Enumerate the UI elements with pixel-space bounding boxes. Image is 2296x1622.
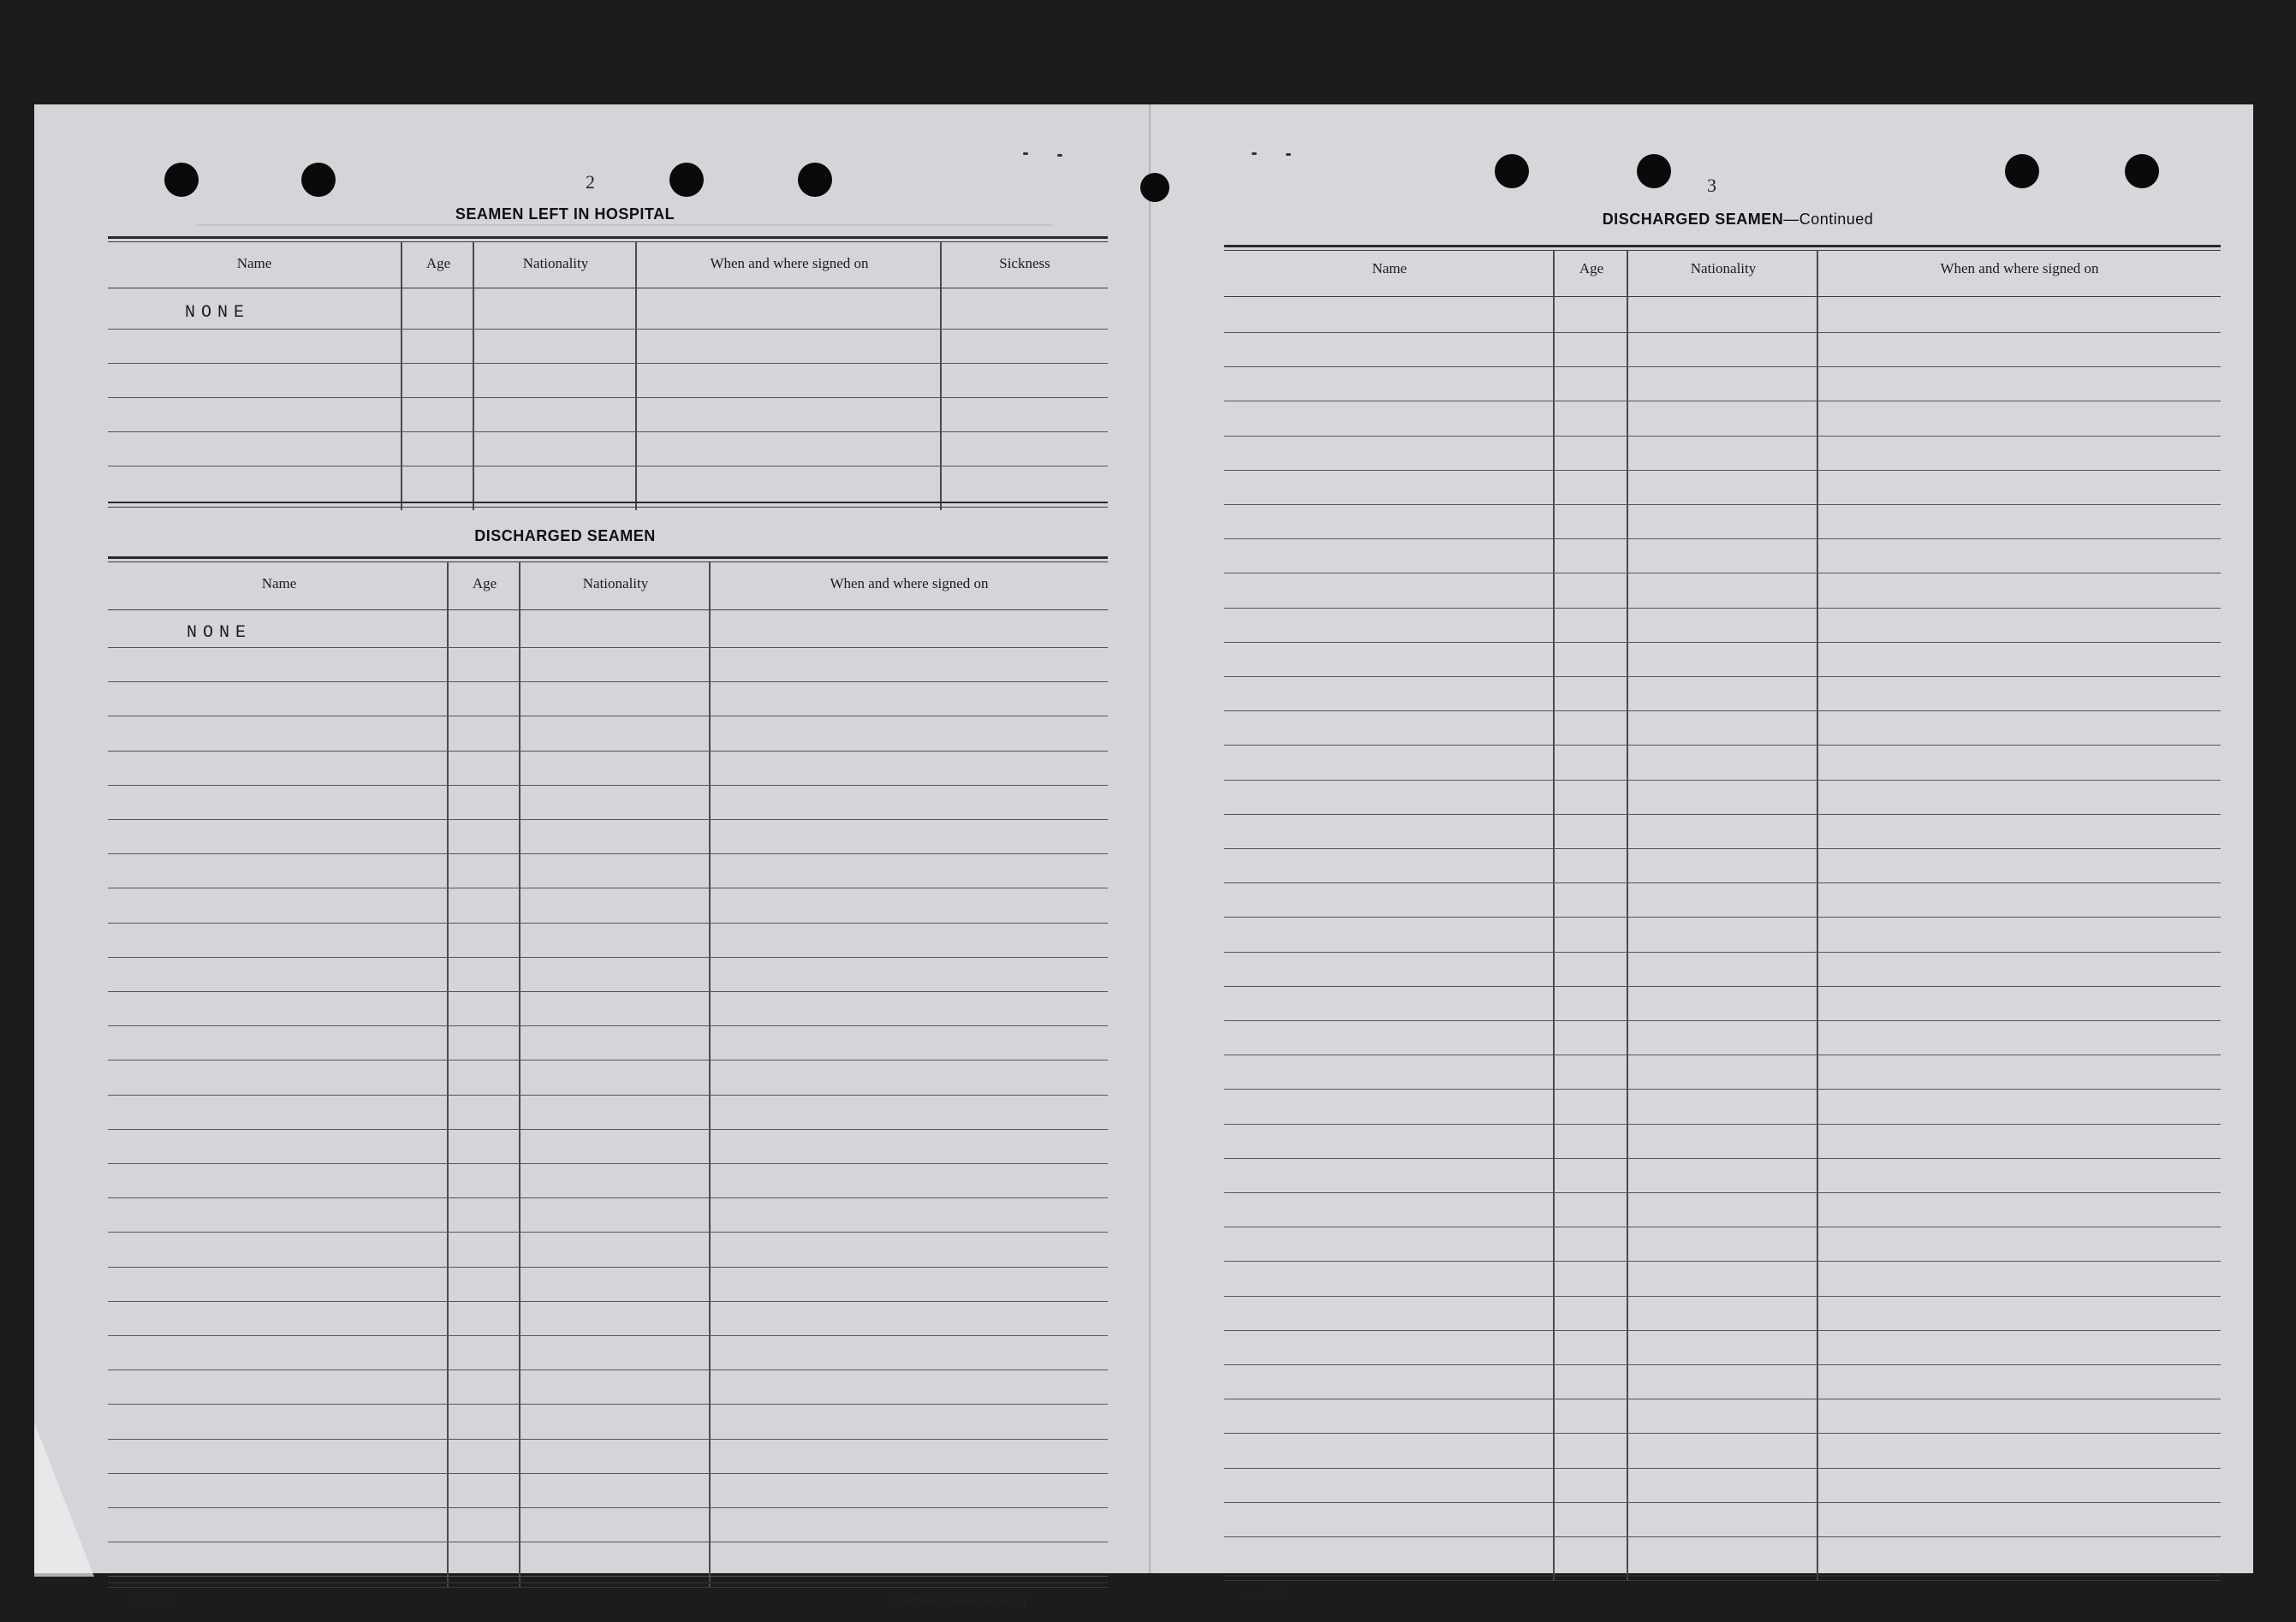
discharged-left-col-nationality: Nationality — [582, 575, 649, 591]
table-row-line — [108, 853, 1108, 854]
discharged-right-col-divider — [1817, 250, 1818, 1580]
punch-hole — [669, 163, 704, 197]
table-row-line — [108, 1576, 1108, 1577]
hospital-entry-name: NONE — [185, 303, 251, 323]
table-row-line — [108, 1335, 1108, 1336]
table-row-line — [108, 1095, 1108, 1096]
table-row-line — [1224, 1536, 2221, 1537]
discharged-right-col-signed-on: When and where signed on — [1940, 260, 2099, 276]
ink-speck — [1252, 152, 1257, 155]
table-row-line — [108, 957, 1108, 958]
hospital-col-divider — [635, 241, 637, 510]
hospital-col-age: Age — [425, 255, 451, 271]
hospital-top-rule — [108, 241, 1108, 242]
table-row-line — [1224, 1330, 2221, 1331]
table-row-line — [1224, 780, 2221, 781]
table-row-line — [1224, 986, 2221, 987]
hospital-col-sickness: Sickness — [999, 255, 1050, 271]
table-row-line — [1224, 882, 2221, 883]
discharged-top-rule-right — [1224, 250, 2221, 251]
table-row-line — [1224, 1124, 2221, 1125]
discharged-right-header-rule — [1224, 296, 2221, 297]
table-row-line — [1224, 676, 2221, 677]
table-row-line — [1224, 1261, 2221, 1262]
table-row-line — [1224, 952, 2221, 953]
table-row-line — [1224, 332, 2221, 333]
table-row-line — [108, 647, 1108, 648]
discharged-top-rule-left — [108, 561, 1108, 562]
torn-corner — [34, 1423, 94, 1577]
hospital-col-nationality: Nationality — [522, 255, 589, 271]
punch-hole — [798, 163, 832, 197]
ink-speck — [1023, 152, 1028, 155]
hospital-col-divider — [940, 241, 942, 510]
discharged-right-col-nationality: Nationality — [1690, 260, 1757, 276]
discharged-left-col-signed-on: When and where signed on — [830, 575, 989, 591]
hospital-col-divider — [401, 241, 402, 510]
punch-hole — [2005, 154, 2039, 188]
hospital-col-divider — [473, 241, 474, 510]
table-row-line — [1224, 470, 2221, 471]
form-number-left: 16—17387 — [128, 1597, 175, 1607]
table-row-line — [1224, 1296, 2221, 1297]
discharged-top-rule-right — [1224, 245, 2221, 247]
continued-note: [CONTINUED ON NEXT PAGE] — [890, 1597, 1026, 1607]
table-row-line — [108, 785, 1108, 786]
discharged-right-bottom-rule — [1224, 1580, 2221, 1581]
hospital-bottom-rule — [108, 502, 1108, 503]
discharged-section-title-right — [1541, 211, 1935, 229]
ink-speck — [1286, 153, 1291, 156]
table-row-line — [1224, 848, 2221, 849]
punch-hole — [2125, 154, 2159, 188]
discharged-left-entry-name: NONE — [187, 623, 253, 643]
table-row-line — [1224, 1192, 2221, 1193]
table-row-line — [108, 1267, 1108, 1268]
table-row-line — [108, 1439, 1108, 1440]
table-row-line — [108, 991, 1108, 992]
hospital-col-signed-on: When and where signed on — [710, 255, 869, 271]
discharged-left-bottom-rule — [108, 1582, 1108, 1583]
hospital-row-line — [108, 431, 1108, 432]
punch-hole — [301, 163, 336, 197]
form-number-right: 16—17387 — [1241, 1590, 1288, 1601]
table-row-line — [108, 923, 1108, 924]
table-row-line — [108, 1197, 1108, 1198]
table-row-line — [1224, 1089, 2221, 1090]
discharged-left-col-age: Age — [472, 575, 497, 591]
table-row-line — [1224, 917, 2221, 918]
page-fold — [1149, 104, 1151, 1573]
discharged-right-col-divider — [1627, 250, 1628, 1580]
page-number-left: 2 — [586, 171, 595, 193]
table-row-line — [1224, 608, 2221, 609]
right-page-area — [1154, 104, 2253, 1573]
table-row-line — [108, 1129, 1108, 1130]
discharged-title-right-main: DISCHARGED SEAMEN — [1602, 211, 1784, 228]
discharged-title-right-suffix: —Continued — [1783, 211, 1874, 228]
hospital-section-title: SEAMEN LEFT IN HOSPITAL — [455, 205, 675, 223]
discharged-right-bottom-rule — [1224, 1575, 2221, 1577]
discharged-left-bottom-rule — [108, 1587, 1108, 1588]
document-sheet — [34, 104, 2253, 1607]
table-row-line — [1224, 642, 2221, 643]
ink-speck — [1057, 154, 1062, 157]
discharged-right-col-divider — [1553, 250, 1555, 1580]
page-number-right: 3 — [1707, 175, 1716, 196]
punch-hole — [1637, 154, 1671, 188]
table-row-line — [108, 1060, 1108, 1061]
table-row-line — [108, 1163, 1108, 1164]
table-row-line — [108, 1404, 1108, 1405]
hospital-col-name: Name — [236, 255, 272, 271]
hospital-row-line — [108, 397, 1108, 398]
table-row-line — [1224, 1020, 2221, 1021]
table-row-line — [1224, 1433, 2221, 1434]
discharged-top-rule-left — [108, 556, 1108, 559]
table-row-line — [108, 1025, 1108, 1026]
table-row-line — [1224, 538, 2221, 539]
table-row-line — [1224, 745, 2221, 746]
discharged-left-header-rule — [108, 609, 1108, 610]
discharged-section-title-left: DISCHARGED SEAMEN — [474, 527, 656, 544]
table-row-line — [108, 1507, 1108, 1508]
table-row-line — [108, 1232, 1108, 1233]
table-row-line — [1224, 1364, 2221, 1365]
hospital-row-line — [108, 329, 1108, 330]
table-row-line — [108, 1473, 1108, 1474]
punch-hole — [1140, 173, 1169, 202]
hospital-row-line — [108, 363, 1108, 364]
discharged-right-col-age: Age — [1579, 260, 1604, 276]
discharged-right-col-name: Name — [1371, 260, 1407, 276]
punch-hole — [1495, 154, 1529, 188]
table-row-line — [1224, 366, 2221, 367]
table-row-line — [1224, 504, 2221, 505]
table-row-line — [1224, 814, 2221, 815]
hospital-bottom-rule — [108, 507, 1108, 508]
table-row-line — [108, 1369, 1108, 1370]
hospital-top-rule — [108, 236, 1108, 239]
table-row-line — [108, 1301, 1108, 1302]
table-row-line — [108, 751, 1108, 752]
table-row-line — [1224, 1468, 2221, 1469]
table-row-line — [1224, 436, 2221, 437]
table-row-line — [108, 681, 1108, 682]
table-row-line — [1224, 710, 2221, 711]
table-row-line — [108, 819, 1108, 820]
punch-hole — [164, 163, 199, 197]
discharged-left-col-name: Name — [261, 575, 297, 591]
table-row-line — [1224, 1158, 2221, 1159]
table-row-line — [1224, 1502, 2221, 1503]
